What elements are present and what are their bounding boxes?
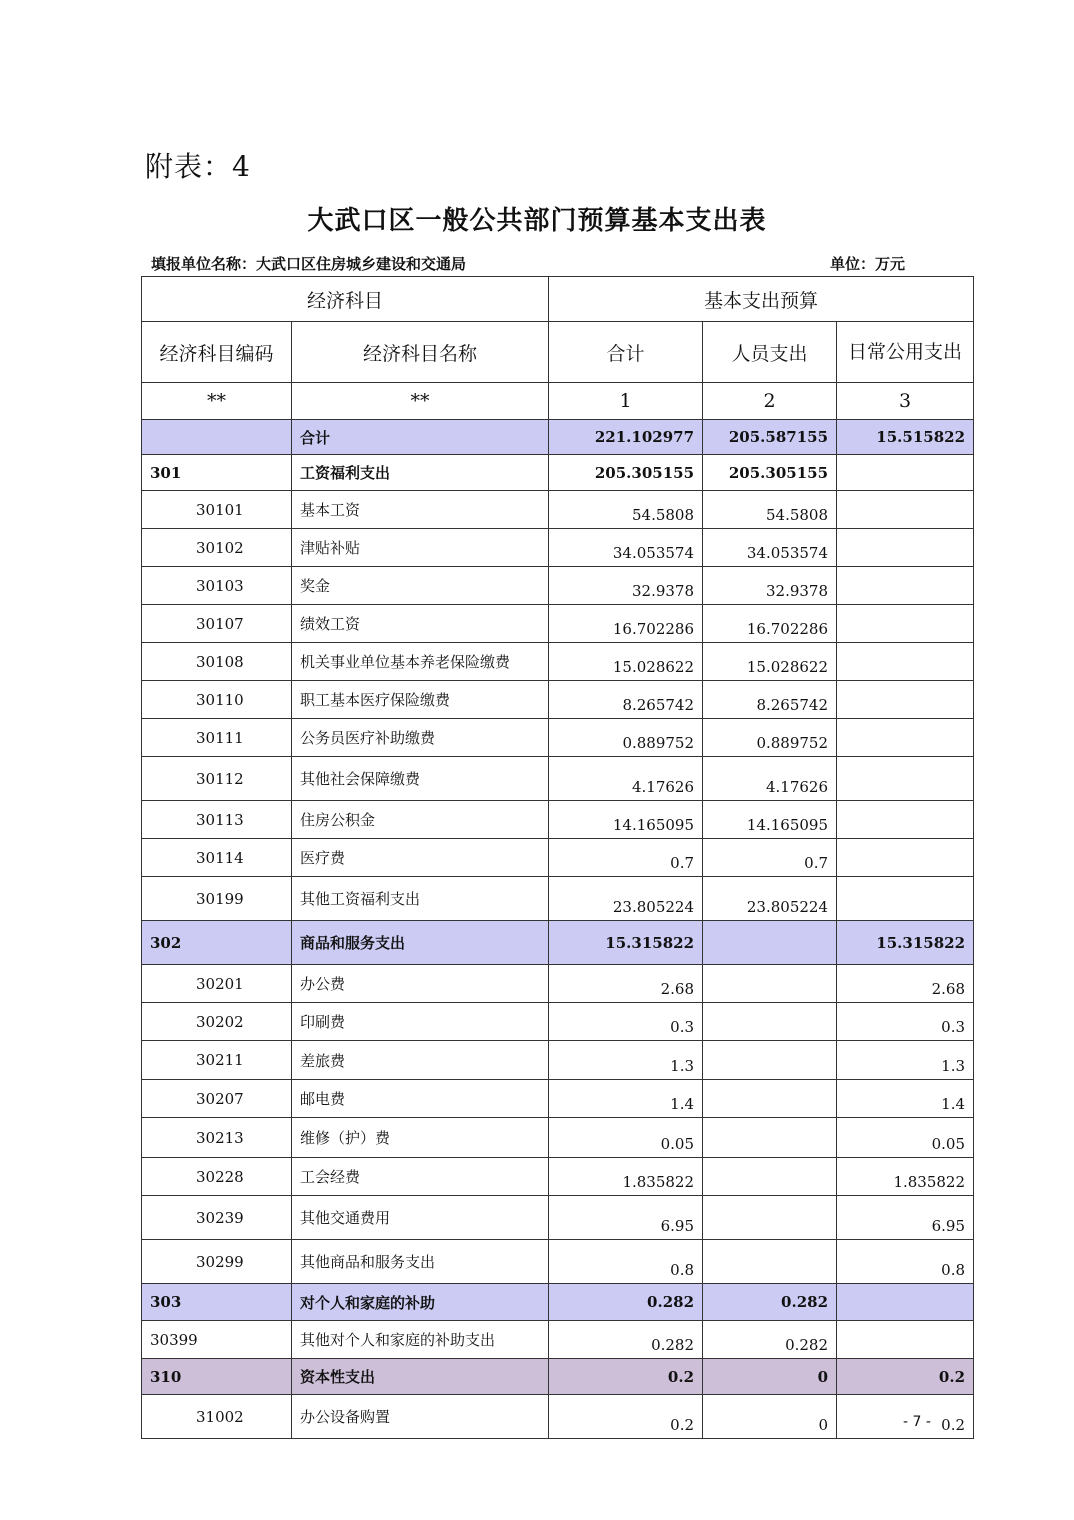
cell-personnel: 205.305155	[703, 455, 837, 491]
table-row	[142, 965, 974, 1003]
table-row	[142, 1284, 974, 1321]
cell-code: 30399	[142, 1321, 292, 1359]
cell-total: 0.8	[549, 1240, 703, 1284]
table-row	[142, 839, 974, 877]
header-total: 合计	[549, 322, 703, 383]
cell-personnel	[703, 921, 837, 965]
cell-public: 15.315822	[837, 921, 974, 965]
cell-total: 1.3	[549, 1041, 703, 1080]
cell-public	[837, 801, 974, 839]
header-econ-subject: 经济科目	[142, 277, 549, 322]
table-row	[142, 1359, 974, 1395]
cell-public	[837, 567, 974, 605]
table-row	[142, 719, 974, 757]
cell-personnel: 0	[703, 1359, 837, 1395]
table-row	[142, 420, 974, 455]
cell-personnel: 54.5808	[703, 491, 837, 529]
table-row	[142, 455, 974, 491]
cell-name: 办公费	[292, 965, 549, 1003]
cell-personnel	[703, 965, 837, 1003]
table-row	[142, 1158, 974, 1196]
table-row	[142, 491, 974, 529]
cell-total: 6.95	[549, 1196, 703, 1240]
cell-name: 公务员医疗补助缴费	[292, 719, 549, 757]
cell-code: 303	[142, 1284, 292, 1321]
cell-code: 31002	[142, 1395, 292, 1439]
table-row	[142, 1041, 974, 1080]
cell-name: 医疗费	[292, 839, 549, 877]
cell-name: 其他社会保障缴费	[292, 757, 549, 801]
header-mark-name: **	[292, 383, 549, 420]
cell-public	[837, 643, 974, 681]
cell-code: 30211	[142, 1041, 292, 1080]
cell-personnel	[703, 1240, 837, 1284]
cell-code: 30213	[142, 1118, 292, 1158]
cell-public: 6.95	[837, 1196, 974, 1240]
cell-public: 2.68	[837, 965, 974, 1003]
cell-name: 其他对个人和家庭的补助支出	[292, 1321, 549, 1359]
cell-public	[837, 1321, 974, 1359]
cell-total: 34.053574	[549, 529, 703, 567]
cell-personnel: 14.165095	[703, 801, 837, 839]
cell-code: 30108	[142, 643, 292, 681]
cell-name: 资本性支出	[292, 1359, 549, 1395]
cell-public	[837, 757, 974, 801]
cell-personnel: 15.028622	[703, 643, 837, 681]
cell-public	[837, 455, 974, 491]
cell-public	[837, 605, 974, 643]
cell-code: 30102	[142, 529, 292, 567]
cell-name: 商品和服务支出	[292, 921, 549, 965]
unit-label: 单位：万元	[830, 255, 906, 273]
header-mark-code: **	[142, 383, 292, 420]
cell-name: 职工基本医疗保险缴费	[292, 681, 549, 719]
cell-public: 0.05	[837, 1118, 974, 1158]
cell-code: 30228	[142, 1158, 292, 1196]
cell-name: 合计	[292, 420, 549, 455]
cell-total: 205.305155	[549, 455, 703, 491]
cell-public: 1.835822	[837, 1158, 974, 1196]
header-personnel: 人员支出	[703, 322, 837, 383]
cell-total: 54.5808	[549, 491, 703, 529]
cell-personnel	[703, 1196, 837, 1240]
cell-code: 30112	[142, 757, 292, 801]
filing-unit: 填报单位名称：大武口区住房城乡建设和交通局	[151, 255, 467, 273]
cell-personnel	[703, 1080, 837, 1118]
cell-total: 1.835822	[549, 1158, 703, 1196]
cell-public: 0.8	[837, 1240, 974, 1284]
cell-code: 302	[142, 921, 292, 965]
cell-code: 30114	[142, 839, 292, 877]
cell-personnel	[703, 1041, 837, 1080]
cell-personnel: 16.702286	[703, 605, 837, 643]
budget-table	[141, 276, 974, 1439]
table-row	[142, 1321, 974, 1359]
cell-public	[837, 1284, 974, 1321]
cell-name: 维修（护）费	[292, 1118, 549, 1158]
cell-code: 30202	[142, 1003, 292, 1041]
cell-total: 15.315822	[549, 921, 703, 965]
cell-code: 30110	[142, 681, 292, 719]
cell-personnel: 4.17626	[703, 757, 837, 801]
cell-name: 工会经费	[292, 1158, 549, 1196]
cell-public	[837, 681, 974, 719]
cell-personnel	[703, 1118, 837, 1158]
cell-total: 14.165095	[549, 801, 703, 839]
cell-public	[837, 839, 974, 877]
cell-name: 机关事业单位基本养老保险缴费	[292, 643, 549, 681]
cell-personnel: 32.9378	[703, 567, 837, 605]
cell-personnel: 0	[703, 1395, 837, 1439]
cell-public	[837, 491, 974, 529]
header-col-2: 2	[703, 383, 837, 420]
cell-total: 0.2	[549, 1359, 703, 1395]
table-row	[142, 643, 974, 681]
header-code: 经济科目编码	[142, 322, 292, 383]
cell-total: 32.9378	[549, 567, 703, 605]
header-row-3	[142, 383, 974, 420]
cell-code: 310	[142, 1359, 292, 1395]
cell-name: 绩效工资	[292, 605, 549, 643]
cell-public: 1.3	[837, 1041, 974, 1080]
cell-public: 0.3	[837, 1003, 974, 1041]
cell-name: 津贴补贴	[292, 529, 549, 567]
table-row	[142, 801, 974, 839]
table-row	[142, 567, 974, 605]
cell-name: 邮电费	[292, 1080, 549, 1118]
cell-public	[837, 877, 974, 921]
header-row-1	[142, 277, 974, 322]
table-row	[142, 921, 974, 965]
table-row	[142, 757, 974, 801]
cell-personnel: 34.053574	[703, 529, 837, 567]
table-row	[142, 1118, 974, 1158]
cell-name: 工资福利支出	[292, 455, 549, 491]
cell-total: 23.805224	[549, 877, 703, 921]
cell-code: 30113	[142, 801, 292, 839]
cell-personnel: 23.805224	[703, 877, 837, 921]
cell-name: 住房公积金	[292, 801, 549, 839]
cell-name: 其他商品和服务支出	[292, 1240, 549, 1284]
cell-personnel	[703, 1003, 837, 1041]
table-title: 大武口区一般公共部门预算基本支出表	[307, 206, 767, 236]
cell-total: 0.889752	[549, 719, 703, 757]
cell-code: 30239	[142, 1196, 292, 1240]
cell-total: 0.282	[549, 1321, 703, 1359]
header-col-1: 1	[549, 383, 703, 420]
cell-personnel: 205.587155	[703, 420, 837, 455]
cell-total: 15.028622	[549, 643, 703, 681]
cell-public: 0.2	[837, 1395, 974, 1439]
header-name: 经济科目名称	[292, 322, 549, 383]
cell-name: 其他交通费用	[292, 1196, 549, 1240]
cell-public: 0.2	[837, 1359, 974, 1395]
cell-code: 30107	[142, 605, 292, 643]
cell-total: 0.7	[549, 839, 703, 877]
cell-code: 30207	[142, 1080, 292, 1118]
cell-name: 差旅费	[292, 1041, 549, 1080]
cell-public: 1.4	[837, 1080, 974, 1118]
table-row	[142, 529, 974, 567]
header-public: 日常公用支出	[837, 322, 974, 383]
cell-personnel: 8.265742	[703, 681, 837, 719]
cell-name: 办公设备购置	[292, 1395, 549, 1439]
cell-code: 301	[142, 455, 292, 491]
cell-code: 30101	[142, 491, 292, 529]
cell-personnel: 0.7	[703, 839, 837, 877]
table-row	[142, 605, 974, 643]
cell-total: 8.265742	[549, 681, 703, 719]
header-col-3: 3	[837, 383, 974, 420]
cell-total: 0.05	[549, 1118, 703, 1158]
cell-code: 30103	[142, 567, 292, 605]
header-basic-budget: 基本支出预算	[549, 277, 974, 322]
cell-code: 30111	[142, 719, 292, 757]
cell-personnel: 0.889752	[703, 719, 837, 757]
cell-name: 对个人和家庭的补助	[292, 1284, 549, 1321]
appendix-label: 附表：4	[145, 150, 251, 183]
cell-personnel: 0.282	[703, 1284, 837, 1321]
cell-total: 2.68	[549, 965, 703, 1003]
table-row	[142, 877, 974, 921]
cell-code: 30199	[142, 877, 292, 921]
cell-total: 4.17626	[549, 757, 703, 801]
cell-total: 1.4	[549, 1080, 703, 1118]
cell-public	[837, 529, 974, 567]
table-row	[142, 681, 974, 719]
cell-code: 30201	[142, 965, 292, 1003]
cell-name: 其他工资福利支出	[292, 877, 549, 921]
cell-personnel: 0.282	[703, 1321, 837, 1359]
page-number: - 7 -	[903, 1414, 931, 1430]
cell-code: 30299	[142, 1240, 292, 1284]
cell-total: 0.3	[549, 1003, 703, 1041]
cell-public: 15.515822	[837, 420, 974, 455]
cell-public	[837, 719, 974, 757]
table-row	[142, 1003, 974, 1041]
table-row	[142, 1395, 974, 1439]
table-row	[142, 1196, 974, 1240]
cell-personnel	[703, 1158, 837, 1196]
cell-code	[142, 420, 292, 455]
header-row-2	[142, 322, 974, 383]
table-row	[142, 1080, 974, 1118]
cell-name: 印刷费	[292, 1003, 549, 1041]
cell-total: 16.702286	[549, 605, 703, 643]
cell-total: 221.102977	[549, 420, 703, 455]
cell-total: 0.2	[549, 1395, 703, 1439]
cell-name: 奖金	[292, 567, 549, 605]
table-row	[142, 1240, 974, 1284]
cell-name: 基本工资	[292, 491, 549, 529]
cell-total: 0.282	[549, 1284, 703, 1321]
